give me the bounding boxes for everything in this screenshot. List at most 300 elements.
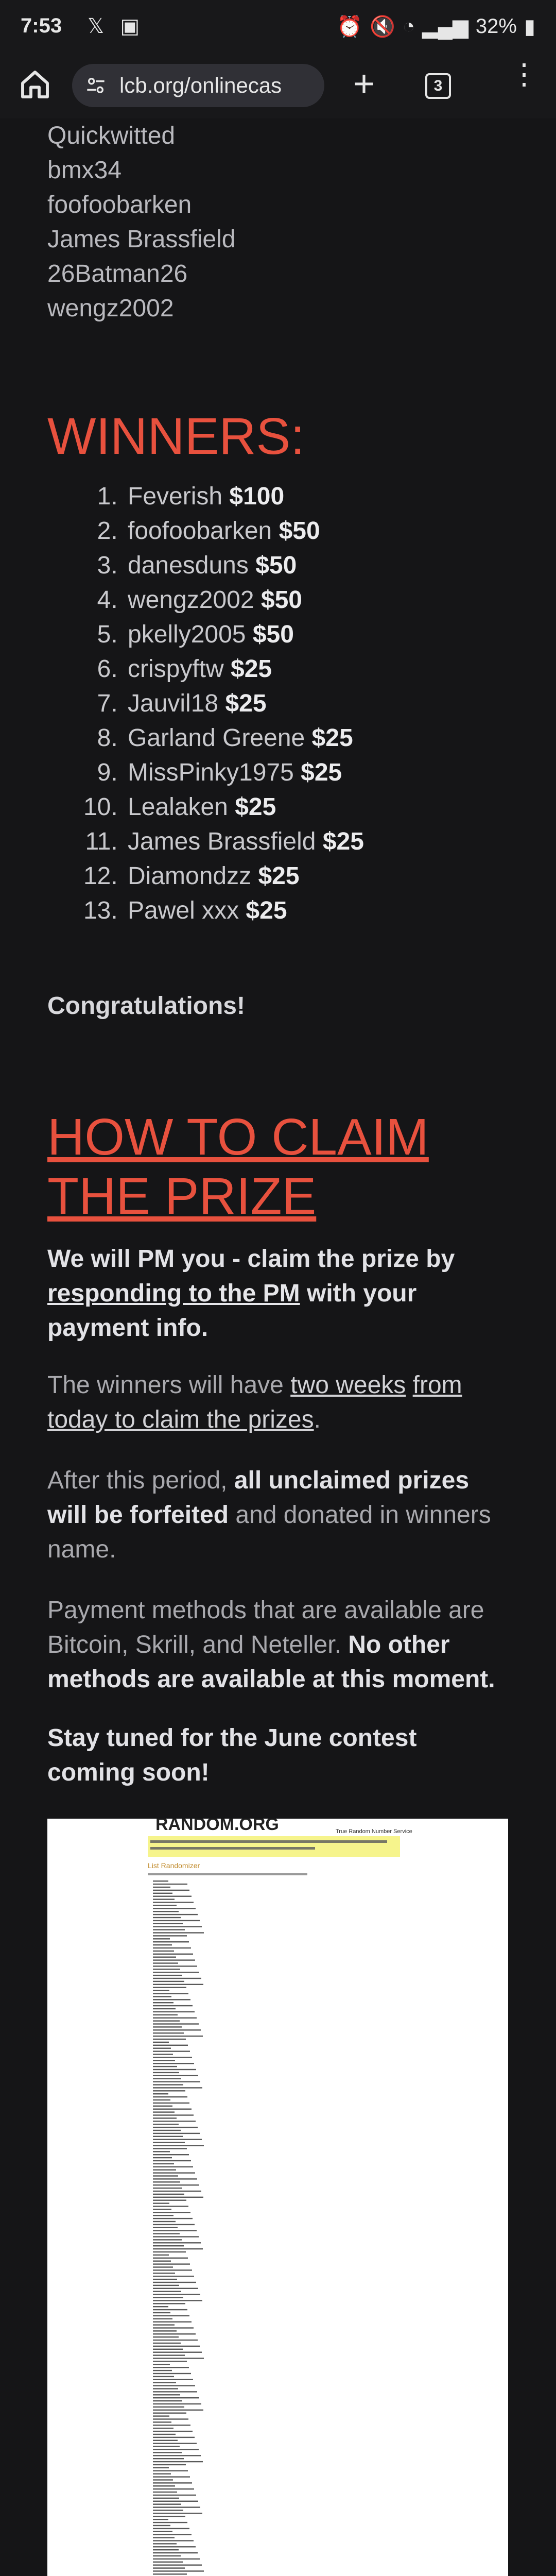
spacer	[406, 1371, 412, 1399]
list-line	[153, 2501, 198, 2502]
list-line	[153, 2522, 187, 2523]
list-line	[153, 2020, 180, 2021]
list-line	[153, 2075, 198, 2076]
list-line	[153, 2479, 173, 2480]
claim-paragraph-forfeit	[47, 1463, 511, 1567]
list-line	[153, 2513, 202, 2514]
list-line	[153, 2191, 201, 2192]
list-line	[153, 1902, 194, 1903]
winner-amount: $25	[258, 862, 300, 890]
list-line	[153, 2403, 201, 2404]
alarm-icon: ⏰	[337, 15, 363, 38]
list-line	[153, 1951, 174, 1952]
list-line	[153, 2172, 195, 2173]
list-line	[153, 2418, 188, 2419]
winner-item	[125, 755, 364, 790]
list-line	[153, 1959, 195, 1960]
list-line	[153, 2376, 174, 2377]
list-line	[153, 1929, 185, 1930]
list-line	[153, 1923, 183, 1924]
list-line	[153, 2023, 199, 2024]
list-line	[153, 2573, 187, 2574]
forfeit-text: After this period,	[47, 1467, 234, 1494]
list-line	[153, 2364, 170, 2365]
status-time: 7:53	[21, 14, 62, 37]
randomizer-image	[47, 1819, 508, 2576]
participant-name: 26Batman26	[47, 260, 188, 287]
list-line	[153, 2425, 190, 2426]
list-line	[153, 2431, 193, 2432]
list-line	[153, 2106, 172, 2107]
list-line	[153, 2543, 177, 2544]
list-line	[153, 2434, 176, 2435]
list-line	[153, 2036, 203, 2037]
list-line	[153, 1944, 172, 1945]
list-line	[153, 2361, 187, 2362]
list-line	[153, 1999, 190, 2000]
winner-name: danesduns	[128, 552, 249, 579]
list-line	[153, 2394, 180, 2395]
winner-name: wengz2002	[128, 586, 254, 614]
forfeit-bold: all unclaimed prizes will be forfeited	[47, 1467, 470, 1529]
list-line	[153, 2160, 191, 2161]
list-line	[153, 2327, 194, 2328]
list-line	[153, 2163, 174, 2164]
winner-name: Jauvil18	[128, 690, 219, 717]
list-line	[153, 2212, 190, 2213]
list-line	[153, 2476, 190, 2477]
participant-name: Quickwitted	[47, 122, 176, 149]
list-line	[153, 2142, 185, 2143]
winner-item	[125, 859, 364, 893]
list-line	[153, 2279, 177, 2280]
list-line	[153, 2537, 175, 2538]
signal-icon: ▂▄▆	[422, 15, 468, 38]
list-line	[153, 2188, 182, 2189]
winner-item	[125, 652, 364, 686]
list-line	[153, 2382, 176, 2383]
list-line	[153, 2154, 189, 2155]
list-line	[153, 2388, 178, 2389]
list-line	[153, 1975, 182, 1976]
list-line	[153, 2227, 178, 2228]
list-line	[153, 2421, 171, 2422]
list-line	[153, 1880, 168, 1882]
list-line	[153, 2531, 172, 2532]
mute-icon: 🔇	[370, 15, 395, 38]
list-line	[153, 2570, 204, 2571]
list-line	[153, 2184, 199, 2185]
list-line	[153, 2251, 186, 2252]
battery-icon: ▮	[524, 15, 535, 38]
list-line	[153, 2209, 171, 2210]
list-line	[153, 2042, 169, 2043]
winner-item	[125, 514, 364, 548]
list-line	[153, 1890, 189, 1891]
winner-name: foofoobarken	[128, 517, 272, 545]
list-line	[153, 2093, 168, 2094]
claim-paragraph-june	[47, 1721, 511, 1790]
winner-amount: $100	[229, 483, 285, 510]
list-line	[153, 1978, 201, 1979]
list-line	[153, 2467, 169, 2468]
list-line	[153, 2258, 188, 2259]
list-line	[153, 2096, 187, 2097]
list-line	[153, 2121, 196, 2122]
list-line	[153, 2266, 173, 2267]
list-line	[153, 2373, 191, 2374]
list-line	[153, 2333, 196, 2334]
menu-icon[interactable]: ⋮	[510, 58, 538, 90]
list-line	[153, 2540, 194, 2541]
list-line	[153, 2346, 200, 2347]
list-line	[153, 2054, 173, 2055]
list-line	[153, 2011, 195, 2012]
notification-icons: 𝕏 ▣	[88, 15, 145, 38]
winner-item	[125, 617, 364, 652]
list-line	[153, 2066, 177, 2067]
list-line	[153, 1932, 204, 1933]
browser-toolbar	[0, 52, 556, 118]
list-line	[153, 2482, 192, 2483]
list-line	[153, 2215, 173, 2216]
winner-amount: $25	[231, 655, 272, 683]
winner-name: crispyftw	[128, 655, 224, 683]
list-line	[153, 1899, 175, 1900]
list-line	[153, 1941, 189, 1942]
list-line	[153, 2440, 178, 2441]
winner-item	[125, 824, 364, 859]
payment-text: Payment methods that are available are Bitcoin, Skrill, and Neteller.	[47, 1597, 484, 1658]
list-line	[153, 2562, 183, 2563]
list-line	[153, 2276, 194, 2277]
list-line	[153, 2318, 172, 2319]
claim-heading: HOW TO CLAIM THE PRIZE	[47, 1108, 429, 1225]
list-line	[153, 2273, 175, 2274]
list-line	[153, 2321, 192, 2323]
list-line	[153, 2206, 188, 2207]
list-line	[153, 2039, 186, 2040]
url-text: lcb.org/onlinecas	[119, 73, 282, 97]
claim-text: We will PM you - claim the prize by	[47, 1245, 455, 1273]
list-line	[153, 2309, 187, 2310]
list-line	[153, 1938, 170, 1939]
list-line	[153, 2385, 195, 2386]
list-line	[153, 2443, 197, 2444]
list-line	[153, 2455, 201, 2456]
list-line	[153, 2282, 196, 2283]
list-line	[153, 2099, 170, 2100]
list-line	[153, 1893, 172, 1894]
list-line	[153, 2519, 168, 2520]
winner-name: James Brassfield	[128, 828, 316, 855]
tab-switcher-button[interactable]: 3	[425, 73, 451, 99]
list-line	[153, 2048, 171, 2049]
winner-amount: $50	[255, 552, 297, 579]
list-line	[153, 2018, 197, 2019]
winner-item	[125, 686, 364, 721]
list-line	[153, 1957, 176, 1958]
list-line	[153, 1920, 200, 1921]
list-line	[153, 2111, 175, 2112]
deadline-text: The winners will have	[47, 1371, 291, 1399]
list-line	[153, 2060, 175, 2061]
list-line	[153, 1935, 187, 1936]
list-line	[153, 2400, 182, 2401]
winner-amount: $25	[225, 690, 267, 717]
list-line	[153, 2458, 184, 2459]
list-line	[153, 2315, 189, 2316]
list-line	[153, 2242, 201, 2243]
list-line	[153, 2312, 170, 2313]
address-bar[interactable]	[72, 64, 324, 107]
winner-amount: $50	[260, 586, 302, 614]
site-logo: RANDOM.ORG	[155, 1819, 279, 1834]
list-line	[153, 2473, 171, 2475]
list-line	[153, 2410, 203, 2411]
list-line	[153, 2103, 189, 2104]
list-line	[153, 2166, 193, 2167]
list-line	[153, 2379, 193, 2380]
list-line	[153, 2236, 199, 2237]
list-line	[153, 2202, 169, 2204]
forfeit-text: and donated in winners name.	[47, 1501, 491, 1563]
list-line	[153, 2248, 203, 2249]
list-line	[153, 2288, 198, 2289]
list-line	[153, 2349, 183, 2350]
payment-bold: No other methods are available at this moment.	[47, 1631, 495, 1693]
claim-prizes-link[interactable]: from today to claim the prizes	[47, 1371, 462, 1433]
list-line	[153, 2050, 190, 2052]
list-line	[153, 2300, 202, 2301]
participant-name: James Brassfield	[47, 226, 236, 253]
winners-list	[47, 479, 364, 928]
battery-text: 32%	[475, 15, 517, 38]
list-line	[153, 2565, 202, 2566]
list-line	[153, 2255, 169, 2256]
list-line	[153, 2151, 170, 2152]
list-line	[153, 2133, 200, 2134]
status-right	[337, 14, 535, 39]
list-line	[153, 2197, 203, 2198]
winner-amount: $25	[301, 759, 342, 786]
list-line	[153, 2200, 186, 2201]
list-line	[153, 1914, 198, 1915]
list-line	[153, 2078, 181, 2079]
list-line	[153, 2461, 203, 2462]
list-line	[153, 2498, 179, 2499]
winner-name: pkelly2005	[128, 621, 246, 648]
winner-item	[125, 548, 364, 583]
list-line	[153, 1905, 177, 1906]
list-line	[153, 2029, 201, 2030]
list-line	[153, 2504, 181, 2505]
winner-item	[125, 721, 364, 755]
list-line	[153, 2136, 183, 2137]
respond-pm-link[interactable]: responding to the PM	[47, 1280, 300, 1307]
list-line	[153, 1993, 188, 1994]
winner-amount: $25	[311, 724, 353, 752]
list-line	[153, 2367, 189, 2368]
list-line	[153, 2045, 188, 2046]
list-line	[153, 1990, 169, 1991]
winner-amount: $25	[235, 793, 276, 821]
list-line	[153, 1887, 170, 1888]
list-line	[153, 2370, 172, 2371]
participant-name: foofoobarken	[47, 191, 192, 218]
list-line	[153, 2005, 193, 2006]
list-line	[153, 2552, 198, 2553]
list-line	[153, 2464, 186, 2465]
participant-list	[47, 118, 511, 326]
winner-item	[125, 479, 364, 514]
winners-heading: WINNERS:	[47, 408, 305, 465]
congrats-text: Congratulations!	[47, 992, 245, 1020]
list-line	[153, 1911, 179, 1912]
list-line	[153, 2354, 185, 2355]
list-line	[153, 2340, 198, 2341]
list-line	[153, 2324, 175, 2325]
list-line	[153, 2285, 179, 2286]
list-line	[153, 2437, 195, 2438]
list-line	[153, 2485, 175, 2486]
list-line	[153, 1954, 193, 1955]
two-weeks-link[interactable]: two weeks	[290, 1371, 406, 1399]
list-line	[153, 2452, 182, 2453]
wifi-icon: ◔	[402, 15, 415, 38]
list-line	[153, 2358, 204, 2359]
claim-paragraph-deadline	[47, 1368, 511, 1437]
list-line	[153, 1965, 197, 1967]
list-line	[153, 2391, 197, 2392]
list-line	[153, 2032, 184, 2033]
list-line	[153, 2415, 169, 2416]
june-text: Stay tuned for the June contest coming soon!	[47, 1724, 417, 1786]
participant-name: bmx34	[47, 157, 122, 184]
list-line	[153, 2352, 202, 2353]
claim-paragraph-payment	[47, 1593, 511, 1697]
winner-name: Diamondzz	[128, 862, 252, 890]
list-line	[153, 2233, 180, 2234]
list-line	[153, 1972, 199, 1973]
participant-name: wengz2002	[47, 295, 174, 322]
list-line	[153, 2194, 184, 2195]
list-line	[153, 2081, 200, 2082]
list-line	[153, 2294, 200, 2295]
list-line	[153, 2218, 193, 2219]
list-line	[153, 1926, 202, 1927]
list-line	[153, 2336, 179, 2337]
list-line	[153, 2127, 198, 2128]
list-line	[153, 1987, 186, 1988]
winner-amount: $50	[279, 517, 320, 545]
list-line	[153, 2069, 196, 2070]
winner-amount: $25	[246, 897, 287, 924]
list-line	[153, 2109, 192, 2110]
list-line	[153, 2178, 197, 2179]
list-line	[153, 2170, 176, 2171]
site-tagline: True Random Number Service	[336, 1828, 412, 1835]
list-line	[153, 2230, 197, 2231]
list-line	[153, 2506, 200, 2507]
list-line	[153, 2072, 179, 2073]
list-line	[153, 2175, 178, 2176]
list-line	[153, 1984, 203, 1985]
winner-item	[125, 583, 364, 617]
list-line	[153, 2221, 176, 2222]
status-bar	[0, 0, 556, 52]
list-line	[153, 2148, 187, 2149]
list-line	[153, 2084, 183, 2085]
list-line	[153, 2495, 196, 2496]
list-line	[153, 2157, 172, 2158]
list-line	[153, 2525, 170, 2526]
list-line	[153, 2239, 182, 2240]
list-line	[153, 2026, 182, 2027]
home-icon[interactable]	[19, 68, 51, 101]
list-line	[153, 2397, 199, 2398]
list-line	[153, 2534, 192, 2535]
deadline-text: .	[314, 1406, 321, 1433]
list-line	[153, 2449, 199, 2450]
winner-name: MissPinky1975	[128, 759, 294, 786]
list-line	[153, 2181, 180, 2182]
list-line	[153, 1884, 187, 1885]
list-line	[153, 2261, 171, 2262]
list-line	[153, 2117, 177, 2119]
list-line	[153, 2057, 192, 2058]
winner-name: Garland Greene	[128, 724, 305, 752]
list-line	[153, 2343, 181, 2344]
winner-name: Feverish	[128, 483, 223, 510]
claim-text: with your payment info.	[47, 1280, 417, 1342]
list-line	[153, 2014, 178, 2015]
winner-name: Lealaken	[128, 793, 228, 821]
list-line	[153, 1917, 181, 1918]
new-tab-button[interactable]: +	[353, 63, 375, 105]
list-line	[153, 2413, 186, 2414]
list-line	[153, 2555, 181, 2556]
section-title: List Randomizer	[148, 1861, 200, 1870]
list-line	[153, 2492, 177, 2493]
list-line	[153, 1969, 180, 1970]
list-line	[153, 2145, 204, 2146]
list-line	[153, 2124, 179, 2125]
winner-item	[125, 790, 364, 824]
list-line	[153, 2406, 184, 2408]
claim-paragraph-pm	[47, 1242, 511, 1345]
list-line	[153, 2306, 168, 2307]
list-line	[153, 1947, 191, 1948]
list-line	[153, 2114, 194, 2115]
list-line	[153, 2330, 177, 2331]
list-line	[153, 2139, 202, 2140]
winner-item	[125, 893, 364, 928]
randomizer-screenshot[interactable]	[47, 1819, 508, 2576]
list-line	[153, 2291, 181, 2292]
list-line	[153, 1981, 184, 1982]
list-line	[153, 2546, 196, 2547]
list-line	[153, 2008, 176, 2009]
list-line	[153, 2130, 181, 2131]
list-line	[153, 1896, 192, 1897]
list-line	[153, 2224, 195, 2225]
list-line	[153, 2558, 200, 2560]
list-line	[153, 1908, 196, 1909]
list-line	[153, 2303, 185, 2304]
winner-amount: $25	[322, 828, 364, 855]
site-settings-icon[interactable]	[85, 75, 106, 96]
